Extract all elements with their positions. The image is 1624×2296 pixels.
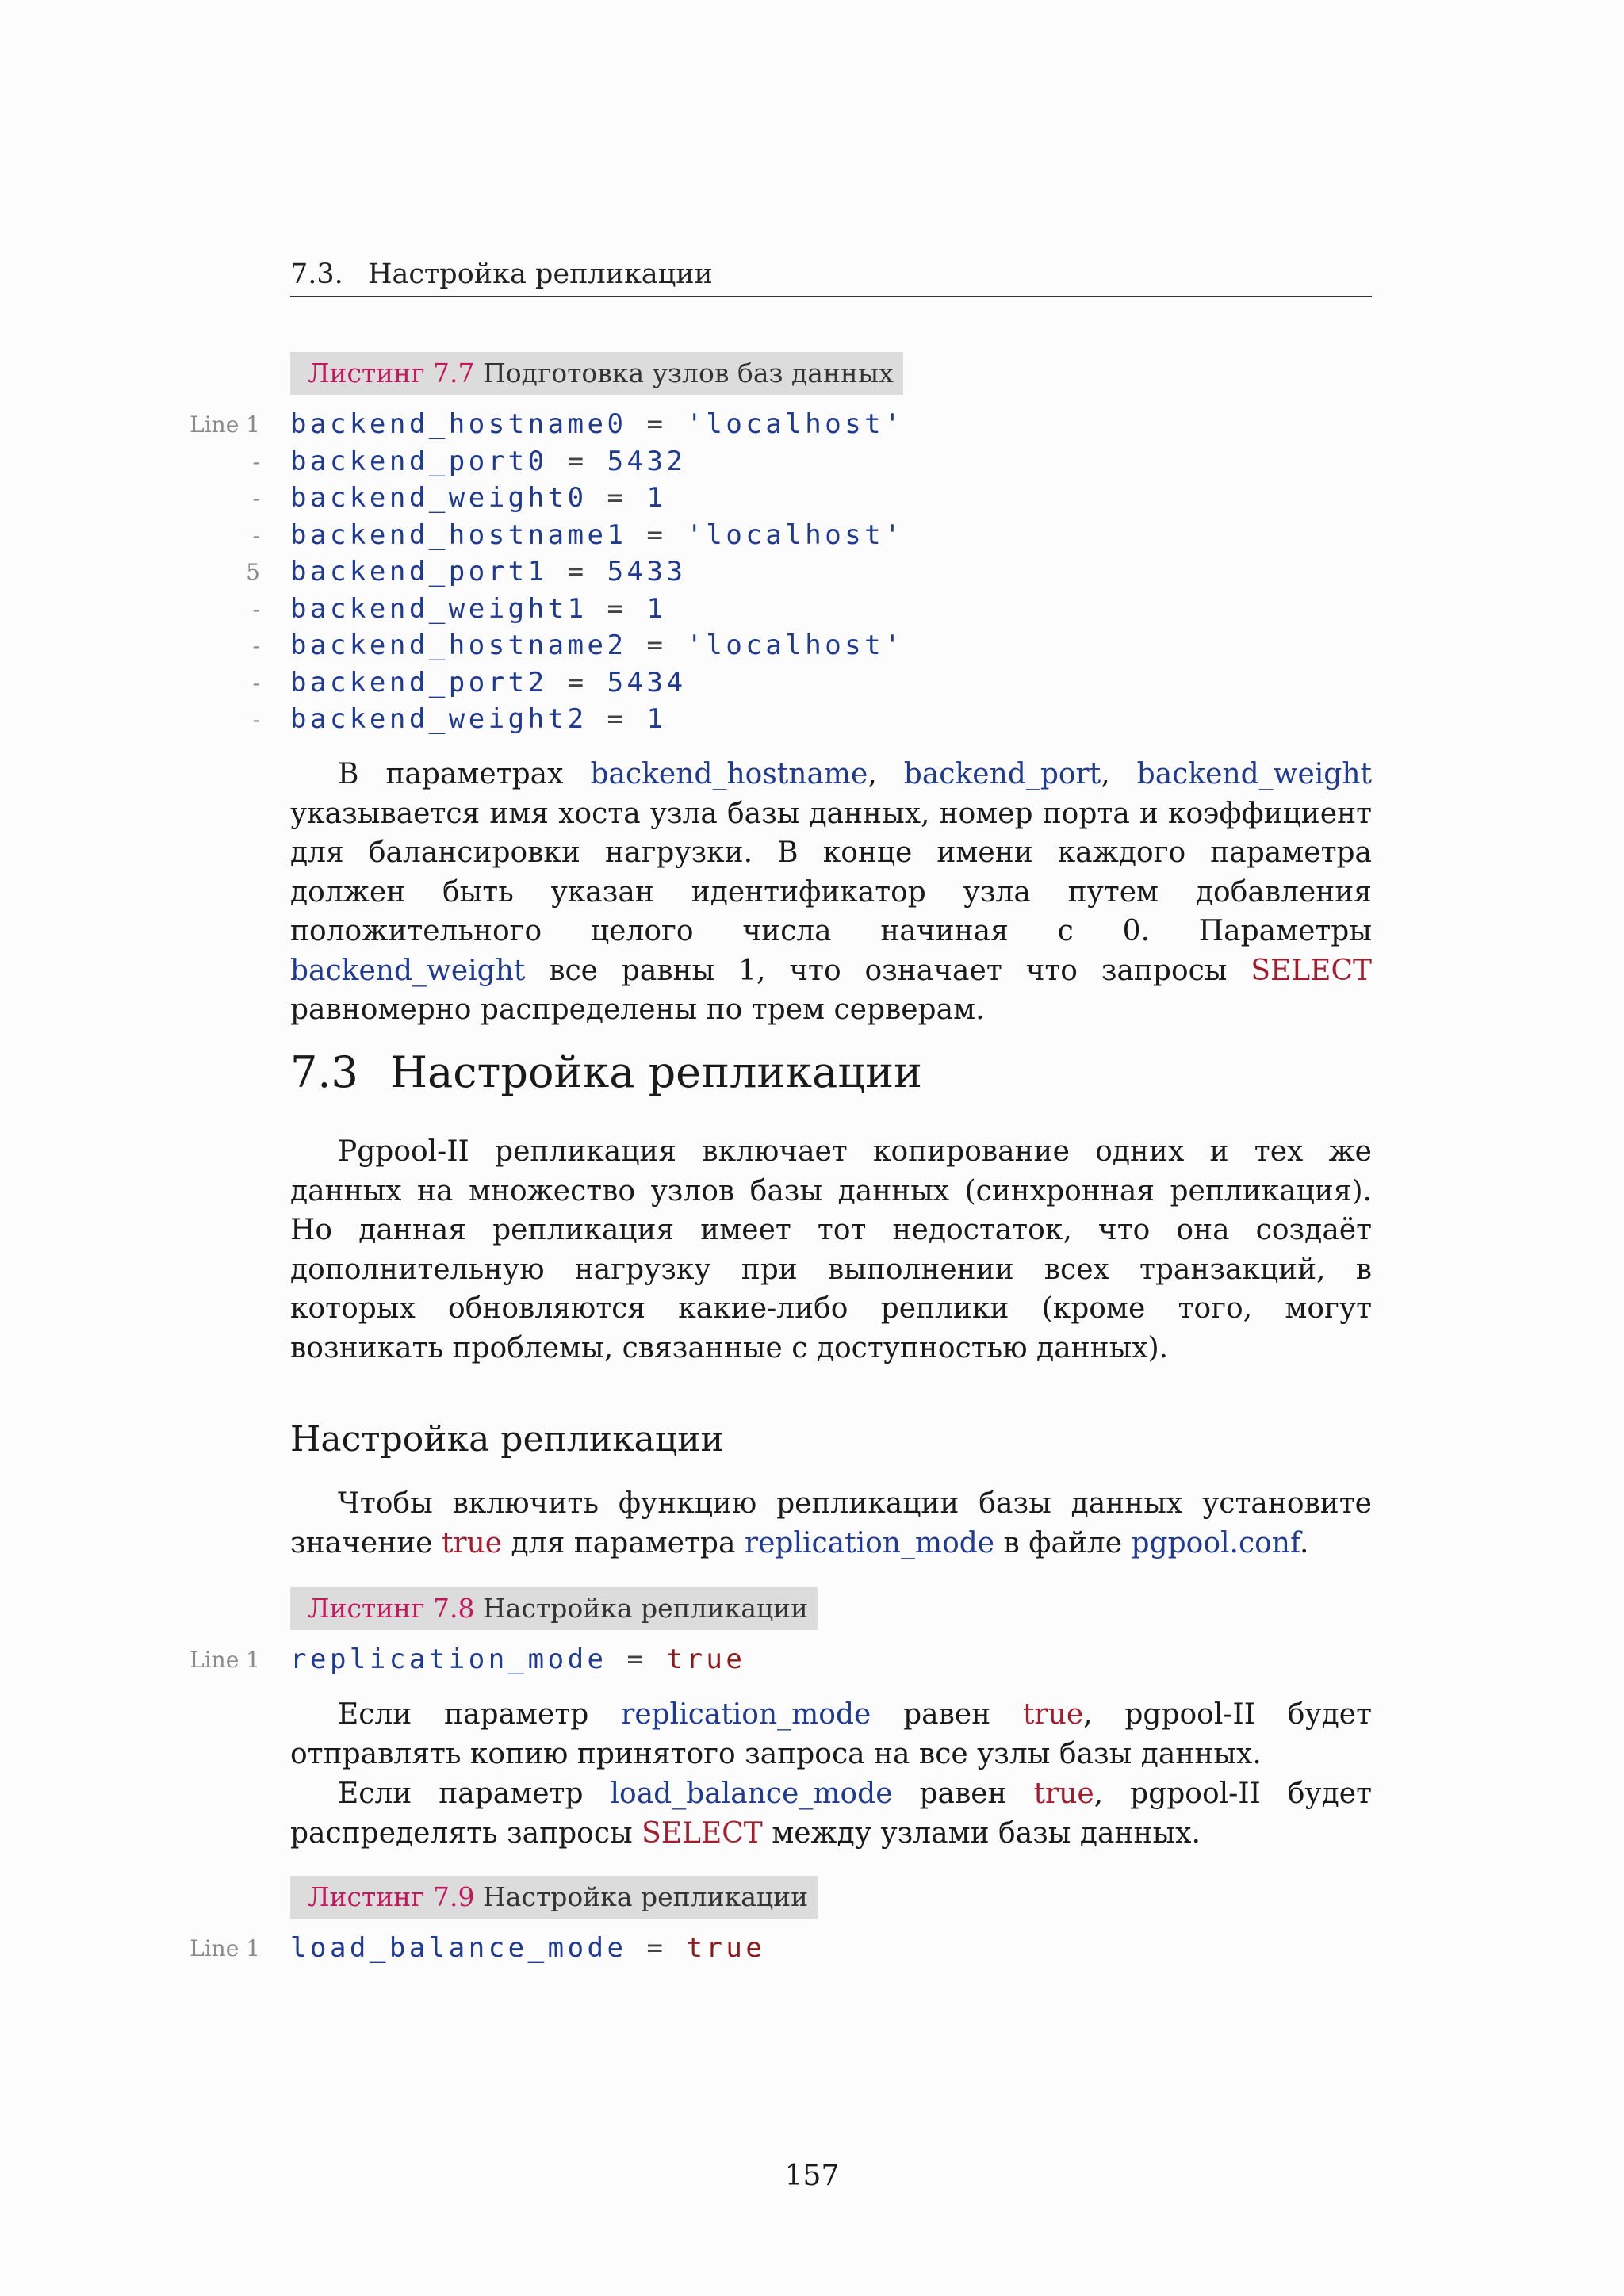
code-value: true [686,1932,766,1964]
listing-title: Настройка репликации [483,1593,809,1624]
page-number: 157 [784,2160,840,2192]
paragraph-load-balance [290,1774,1372,1853]
line-number: Line 1 [190,1935,260,1961]
ident-backend-port: backend_port [903,758,1101,790]
ident-backend-weight: backend_weight [1136,758,1373,790]
code-key: backend_port1 [290,556,548,587]
code-value: 'localhost' [686,629,905,661]
keyword-true: true [441,1526,503,1559]
code-line [0,701,1624,738]
code-key: backend_hostname1 [290,519,627,551]
line-number: - [252,706,260,733]
code-value: 1 [646,482,667,514]
text: для параметра [502,1526,745,1559]
header-rule [290,296,1372,297]
line-number: - [252,669,260,696]
text: Чтобы включить функцию репликации базы данных установите значение [290,1487,1372,1559]
code-value: 5433 [607,556,687,587]
line-number: - [252,485,260,511]
ident-backend-weight: backend_weight [290,954,526,987]
code-key: replication_mode [290,1644,607,1675]
section-number: 7.3 [290,1047,358,1097]
ident-replication-mode: replication_mode [744,1526,995,1559]
text: равен [871,1698,1023,1731]
code-eq: = [567,556,588,587]
code-eq: = [646,408,667,440]
text: все равны 1, что означает что запросы [525,954,1251,987]
code-eq: = [646,1932,667,1964]
line-number: - [252,595,260,622]
listing-label: Листинг 7.7 [308,358,475,388]
text: Если параметр [338,1777,611,1810]
code-eq: = [626,1644,647,1675]
section-heading [290,1045,922,1100]
code-line [0,591,1624,628]
line-number: - [252,522,260,549]
text: Pgpool-II репликация включает копирование одних и тех же данных на множество узлов базы данных (синхронная репликация). Но данная репликация имеет тот недостаток, что она создаёт дополнительную нагрузку при выполнении всех транзакций, в которых обновляются какие-либо реплики (кроме того, могут возникать проблемы, связанные с доступностью данных). [290,1135,1372,1364]
line-number: Line 1 [190,411,260,438]
text: Если параметр [338,1698,622,1731]
listing-title: Подготовка узлов баз данных [483,358,894,388]
code-eq: = [607,482,627,514]
line-number: Line 1 [190,1647,260,1673]
code-eq: = [607,592,627,625]
keyword-select: SELECT [1251,954,1372,987]
text: . [1300,1526,1309,1559]
code-line [0,553,1624,591]
code-line [0,480,1624,517]
keyword-select: SELECT [642,1816,763,1850]
text: в файле [994,1526,1132,1559]
listing-7-9-caption [290,1876,818,1919]
code-value: 'localhost' [686,408,905,440]
listing-7-7-caption [290,352,903,395]
code-value: 1 [646,592,667,625]
text: , [868,758,904,790]
ident-pgpool-conf: pgpool.conf [1131,1526,1300,1559]
code-line [0,627,1624,664]
text: равен [892,1777,1034,1810]
line-number: - [252,448,260,475]
ident-load-balance-mode: load_balance_mode [610,1777,893,1810]
code-eq: = [607,703,627,735]
listing-title: Настройка репликации [483,1881,809,1912]
section-title: Настройка репликации [390,1047,923,1097]
code-line [0,406,1624,443]
text: , pgpool-II будет отправлять копию принятого запроса на все узлы базы данных. [290,1698,1372,1770]
listing-7-7-code [0,406,1624,738]
text: В параметрах [338,758,591,790]
code-key: backend_weight2 [290,703,588,735]
keyword-true: true [1022,1698,1084,1731]
code-eq: = [646,629,667,661]
running-header-title: Настройка репликации [367,258,713,290]
running-header-number: 7.3. [290,258,343,290]
code-value: true [666,1644,746,1675]
code-eq: = [567,666,588,698]
code-key: backend_weight0 [290,482,588,514]
text: , pgpool-II будет распределять запросы [290,1777,1372,1850]
line-number: 5 [246,559,260,585]
ident-replication-mode: replication_mode [621,1698,871,1731]
listing-label: Листинг 7.9 [308,1881,475,1912]
code-value: 'localhost' [686,519,905,551]
text: между узлами базы данных. [762,1816,1201,1850]
text: равномерно распределены по трем серверам. [290,993,985,1026]
code-value: 5432 [607,445,687,477]
code-key: backend_weight1 [290,592,588,625]
code-key: backend_port0 [290,445,548,477]
line-number: - [252,633,260,659]
code-value: 1 [646,703,667,735]
code-key: load_balance_mode [290,1932,627,1964]
code-key: backend_hostname2 [290,629,627,661]
listing-label: Листинг 7.8 [308,1593,475,1624]
code-line [0,517,1624,554]
code-line [0,443,1624,480]
text: указывается имя хоста узла базы данных, номер порта и коэффициент для балансировки нагрузки. В конце имени каждого параметра должен быть указан идентификатор узла путем добавления положительного целого числа начиная с 0. Параметры [290,797,1372,947]
code-eq: = [567,445,588,477]
code-key: backend_port2 [290,666,548,698]
listing-7-9-code [0,1930,1624,1967]
running-header [290,255,1372,293]
code-line [0,1641,1624,1678]
code-key: backend_hostname0 [290,408,627,440]
paragraph-backend-params [290,755,1372,1030]
code-line [0,664,1624,702]
listing-7-8-caption [290,1587,818,1630]
paragraph-replication-mode [290,1695,1372,1774]
paragraph-enable-replication [290,1484,1372,1563]
subsection-heading: Настройка репликации [290,1419,724,1460]
listing-7-8-code [0,1641,1624,1678]
paragraph-replication-intro [290,1132,1372,1368]
code-eq: = [646,519,667,551]
ident-backend-hostname: backend_hostname [590,758,868,790]
code-value: 5434 [607,666,687,698]
keyword-true: true [1033,1777,1094,1810]
code-line [0,1930,1624,1967]
text: , [1101,758,1137,790]
